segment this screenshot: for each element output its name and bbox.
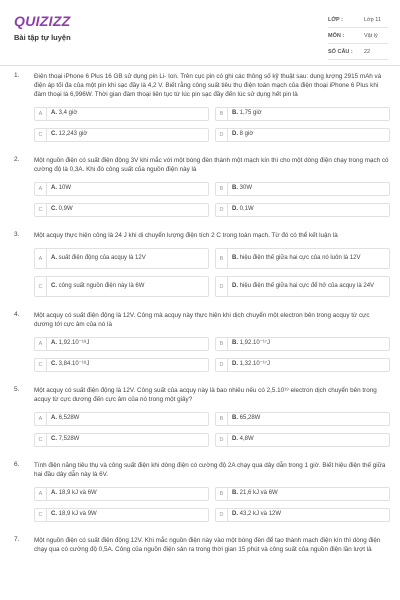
- option-value: 4,8W: [239, 436, 254, 443]
- option-value: suất điện động của acquy là 12V: [58, 254, 146, 261]
- answer-option-c[interactable]: [34, 508, 209, 522]
- option-prefix: A.: [51, 490, 57, 497]
- meta-value: Lớp 11: [364, 17, 381, 23]
- option-text: [47, 206, 73, 214]
- question-number: 7.: [14, 536, 20, 543]
- option-prefix: A.: [51, 340, 57, 347]
- answer-row: [34, 248, 390, 269]
- question-4: [0, 311, 400, 372]
- option-text: [228, 340, 270, 348]
- option-text: [47, 110, 77, 118]
- option-text: [47, 511, 97, 519]
- answer-options: [34, 182, 390, 217]
- option-text: [47, 361, 89, 369]
- option-prefix: B.: [232, 110, 238, 117]
- answer-row: [34, 276, 390, 297]
- option-letter: C: [35, 359, 47, 371]
- question-text: Một acquy có suất điện động là 12V. Công suất của acquy này là bao nhiêu nếu có 2,5.10¹⁹ electron dịch chuyển bên trong acquy từ cực dương đến cực âm của nó trong một giây?: [34, 387, 377, 403]
- option-value: 7,528W: [58, 436, 80, 443]
- question-7: [0, 536, 400, 554]
- option-letter: A: [35, 183, 47, 195]
- question-text: Một nguồn điện có suất điện động 3V khi mắc với một bóng đèn thành một mạch kín thì cho một dòng điện chạy trong mạch có cường độ là 0,3A. Khi đó công suất của nguồn điện này là: [34, 157, 389, 173]
- option-prefix: B.: [232, 490, 238, 497]
- answer-options: [34, 107, 390, 142]
- option-prefix: D.: [232, 436, 238, 443]
- answer-option-d[interactable]: [215, 358, 390, 372]
- answer-row: [34, 508, 390, 522]
- option-text: [47, 283, 144, 291]
- option-letter: D: [216, 509, 228, 521]
- option-prefix: D.: [232, 282, 238, 289]
- option-text: [47, 436, 79, 444]
- option-value: hiệu điện thế giữa hai cực để hở của acquy là 24V: [239, 282, 375, 289]
- answer-row: [34, 182, 390, 196]
- meta-value: Vật lý: [364, 33, 378, 39]
- option-text: [47, 185, 71, 193]
- option-value: 18,9 kJ và 6W: [58, 490, 97, 497]
- answer-option-d[interactable]: [215, 508, 390, 522]
- answer-options: [34, 248, 390, 297]
- option-letter: D: [216, 204, 228, 216]
- option-prefix: C.: [51, 206, 57, 213]
- answer-row: [34, 337, 390, 351]
- quizizz-logo: QUIZIZZ: [14, 13, 71, 29]
- option-letter: B: [216, 338, 228, 350]
- answer-option-a[interactable]: [34, 487, 209, 501]
- question-number: 6.: [14, 461, 20, 468]
- option-text: [47, 415, 79, 423]
- option-text: [47, 340, 89, 348]
- answer-option-b[interactable]: [215, 337, 390, 351]
- option-prefix: D.: [232, 511, 238, 518]
- answer-option-b[interactable]: [215, 248, 390, 269]
- option-text: [228, 490, 278, 498]
- answer-option-a[interactable]: [34, 412, 209, 426]
- option-value: 21,6 kJ và 6W: [239, 490, 278, 497]
- option-letter: C: [35, 509, 47, 521]
- option-prefix: A.: [51, 185, 57, 192]
- question-2: [0, 156, 400, 217]
- option-prefix: D.: [232, 361, 238, 368]
- meta-row-question-count: [328, 46, 388, 60]
- answer-options: [34, 487, 390, 522]
- option-prefix: D.: [232, 131, 238, 138]
- option-prefix: C.: [51, 511, 57, 518]
- option-prefix: B.: [232, 340, 238, 347]
- option-text: [228, 185, 252, 193]
- answer-option-b[interactable]: [215, 487, 390, 501]
- answer-option-d[interactable]: [215, 203, 390, 217]
- answer-option-b[interactable]: [215, 182, 390, 196]
- option-letter: D: [216, 359, 228, 371]
- answer-option-c[interactable]: [34, 433, 209, 447]
- option-letter: A: [35, 338, 47, 350]
- option-prefix: C.: [51, 282, 57, 289]
- option-prefix: B.: [232, 185, 238, 192]
- option-prefix: A.: [51, 110, 57, 117]
- worksheet-title: Bài tập tự luyện: [14, 33, 71, 42]
- option-letter: B: [216, 183, 228, 195]
- answer-options: [34, 412, 390, 447]
- answer-option-a[interactable]: [34, 182, 209, 196]
- answer-option-b[interactable]: [215, 107, 390, 121]
- option-prefix: A.: [51, 254, 57, 261]
- meta-label: LỚP :: [328, 17, 343, 23]
- option-value: 8 giờ: [239, 131, 254, 138]
- option-text: [228, 206, 254, 214]
- option-value: 6,528W: [58, 415, 80, 422]
- question-5: [0, 386, 400, 447]
- meta-label: MÔN :: [328, 33, 345, 39]
- option-letter: B: [216, 249, 228, 268]
- answer-option-d[interactable]: [215, 276, 390, 297]
- answer-row: [34, 358, 390, 372]
- option-prefix: C.: [51, 436, 57, 443]
- question-number: 1.: [14, 72, 20, 79]
- question-text: Tính điện năng tiêu thụ và công suất điện khi dòng điện có cường độ 2A chạy qua dây dẫn trong 1 giờ. Biết hiệu điện thế giữa hai đầu dây dẫn này là 6V.: [34, 462, 386, 478]
- answer-option-a[interactable]: [34, 337, 209, 351]
- option-prefix: C.: [51, 131, 57, 138]
- option-letter: D: [216, 129, 228, 141]
- option-prefix: C.: [51, 361, 57, 368]
- option-letter: B: [216, 108, 228, 120]
- answer-option-c[interactable]: [34, 358, 209, 372]
- question-number: 5.: [14, 386, 20, 393]
- option-letter: C: [35, 434, 47, 446]
- answer-option-d[interactable]: [215, 433, 390, 447]
- answer-option-c[interactable]: [34, 276, 209, 297]
- meta-label: SỐ CÂU :: [328, 49, 353, 55]
- option-letter: B: [216, 413, 228, 425]
- option-letter: A: [35, 108, 47, 120]
- option-text: [228, 361, 270, 369]
- answer-row: [34, 107, 390, 121]
- option-value: 10W: [58, 185, 72, 192]
- option-value: 3,84.10⁻¹⁸J: [58, 361, 90, 368]
- answer-row: [34, 128, 390, 142]
- option-letter: C: [35, 277, 47, 296]
- answer-option-c[interactable]: [34, 128, 209, 142]
- question-list: [0, 72, 400, 566]
- option-prefix: B.: [232, 415, 238, 422]
- question-number: 3.: [14, 231, 20, 238]
- question-1: [0, 72, 400, 142]
- meta-row-subject: [328, 30, 388, 44]
- option-prefix: D.: [232, 206, 238, 213]
- question-text: Một acquy thực hiện công là 24 J khi di chuyển lượng điện tích 2 C trong toàn mạch. Từ đó có thể kết luận là: [34, 232, 338, 239]
- option-value: 30W: [239, 185, 253, 192]
- option-text: [228, 283, 374, 291]
- answer-option-c[interactable]: [34, 203, 209, 217]
- option-value: 3,4 giờ: [58, 110, 78, 117]
- answer-row: [34, 487, 390, 501]
- worksheet-meta: [328, 14, 388, 62]
- meta-value: 22: [364, 49, 371, 55]
- option-value: 0,1W: [239, 206, 254, 213]
- option-text: [47, 131, 87, 139]
- answer-options: [34, 337, 390, 372]
- answer-row: [34, 412, 390, 426]
- answer-option-d[interactable]: [215, 128, 390, 142]
- option-text: [228, 511, 281, 519]
- option-text: [47, 490, 97, 498]
- answer-option-a[interactable]: [34, 107, 209, 121]
- option-value: 1,32.10⁻¹⁷J: [239, 361, 271, 368]
- option-prefix: B.: [232, 254, 238, 261]
- option-letter: C: [35, 129, 47, 141]
- worksheet-header: [0, 0, 400, 66]
- option-value: 43,2 kJ và 12W: [239, 511, 282, 518]
- option-letter: A: [35, 488, 47, 500]
- question-number: 2.: [14, 156, 20, 163]
- option-letter: C: [35, 204, 47, 216]
- option-letter: D: [216, 434, 228, 446]
- question-text: Một nguồn điện có suất điện động 12V. Khi mắc nguồn điện này vào một bóng đèn để tạo thành mạch điện kín thì dòng điện chạy qua có cường độ 0,5A. Công của nguồn điện sản ra trong thời gian 15 phút và công suất của nguồn điện lần lượt là: [34, 537, 381, 553]
- meta-row-class: [328, 14, 388, 28]
- option-text: [228, 255, 360, 263]
- option-value: hiệu điện thế giữa hai cực của nó luôn là 12V: [239, 254, 361, 261]
- option-letter: A: [35, 249, 47, 268]
- option-value: công suất nguồn điện này là 6W: [58, 282, 145, 289]
- option-value: 18,9 kJ và 9W: [58, 511, 97, 518]
- option-letter: D: [216, 277, 228, 296]
- option-text: [228, 131, 253, 139]
- question-6: [0, 461, 400, 522]
- option-letter: B: [216, 488, 228, 500]
- option-value: 1,92.10⁻¹⁷J: [239, 340, 271, 347]
- question-text: Một acquy có suất điện động là 12V. Công mà acquy này thực hiện khi dịch chuyển một electron bên trong acquy từ cực dương tới cực âm của nó là: [34, 312, 370, 328]
- question-text: Điện thoại iPhone 6 Plus 16 GB sử dụng pin Li- Ion. Trên cục pin có ghi các thông số kỹ thuật sau: dung lượng 2915 mAh và điện áp tối đa của một pin khi sạc đầy là 4,2 V. Biết rằng công suất tiêu thụ điện toàn mạch của điện thoại iPhone 6 Plus khi đàm thoại là 6,996W. Thời gian đàm thoại liên tục từ lúc pin sạc đầy đến lúc sử dụng hết pin là: [34, 73, 382, 98]
- answer-row: [34, 203, 390, 217]
- option-letter: A: [35, 413, 47, 425]
- option-value: 12,243 giờ: [58, 131, 88, 138]
- answer-row: [34, 433, 390, 447]
- option-value: 1,92.10⁻¹⁸J: [58, 340, 90, 347]
- option-value: 65,28W: [239, 415, 261, 422]
- question-3: [0, 231, 400, 297]
- option-text: [228, 110, 262, 118]
- question-number: 4.: [14, 311, 20, 318]
- answer-option-a[interactable]: [34, 248, 209, 269]
- option-prefix: A.: [51, 415, 57, 422]
- option-text: [228, 436, 254, 444]
- option-text: [47, 255, 146, 263]
- answer-option-b[interactable]: [215, 412, 390, 426]
- option-value: 1,75 giờ: [239, 110, 262, 117]
- option-value: 0,9W: [58, 206, 73, 213]
- option-text: [228, 415, 260, 423]
